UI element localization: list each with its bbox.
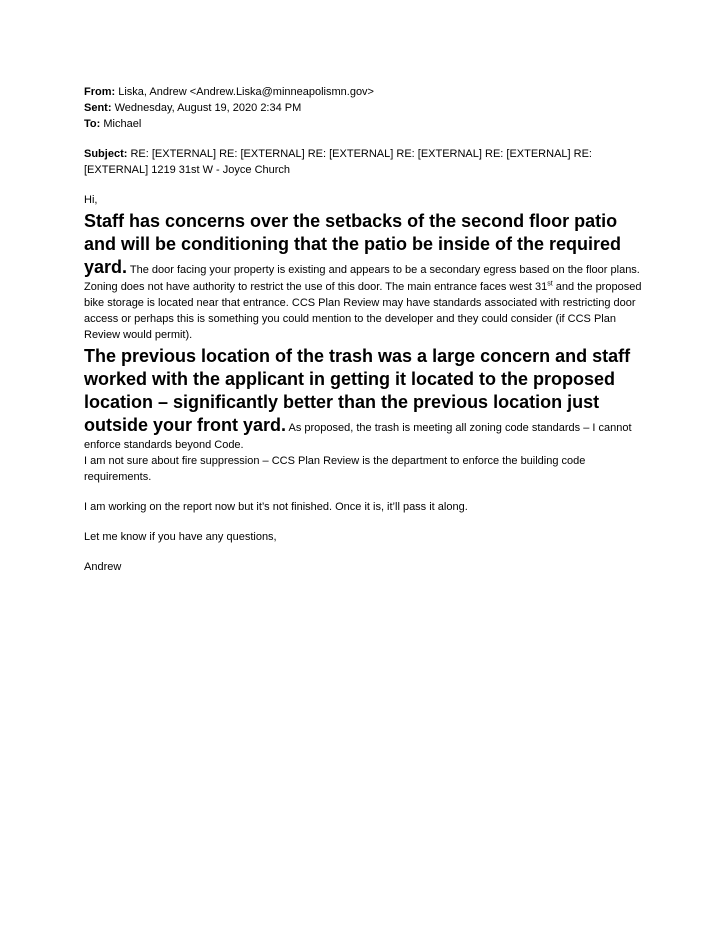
greeting: Hi, — [84, 194, 98, 206]
signature: Andrew — [84, 561, 122, 573]
from-value: Liska, Andrew <Andrew.Liska@minneapolismn.gov> — [118, 86, 374, 98]
to-line — [84, 116, 644, 132]
trash-bold-statement: The previous location of the trash was a large concern and staff worked with the applicant in getting it located to the proposed location – significantly better than the previous location just outside your front yard. — [84, 346, 631, 435]
patio-detail-b: and the proposed bike storage is located near that entrance. CCS Plan Review may have standards associated with restricting door access or perhaps this is something you could mention to the developer and they could consider (if CCS Plan Review would permit). — [84, 281, 642, 341]
trash-detail: As proposed, the trash is meeting all zoning code standards – I cannot enforce standards beyond Code. — [84, 422, 632, 451]
sent-label: Sent: — [84, 102, 112, 114]
sent-value: Wednesday, August 19, 2020 2:34 PM — [114, 102, 302, 114]
patio-detail-sup: st — [547, 280, 553, 288]
patio-bold-statement: Staff has concerns over the setbacks of the second floor patio and will be conditioning that the patio be inside of the required yard. — [84, 211, 622, 277]
paragraph-report: I am working on the report now but it’s not finished. Once it is, it’ll pass it along. — [84, 501, 468, 513]
email-content — [84, 84, 644, 575]
to-value: Michael — [103, 118, 142, 130]
patio-detail-a: The door facing your property is existing and appears to be a secondary egress based on the floor plans. Zoning does not have authority to restrict the use of this door. The main entrance faces west 31 — [84, 264, 640, 293]
sent-line — [84, 100, 644, 116]
paragraph-fire: I am not sure about fire suppression – CCS Plan Review is the department to enforce the building code requirements. — [84, 455, 586, 483]
paragraph-questions: Let me know if you have any questions, — [84, 531, 277, 543]
subject-value: RE: [EXTERNAL] RE: [EXTERNAL] RE: [EXTERNAL] RE: [EXTERNAL] RE: [EXTERNAL] RE: [EXTERNAL] 1219 31st W - Joyce Church — [84, 148, 592, 176]
to-label: To: — [84, 118, 101, 130]
paragraph-trash — [84, 345, 644, 453]
subject-line — [84, 146, 644, 178]
paragraph-patio — [84, 210, 644, 343]
from-line — [84, 84, 644, 100]
from-label: From: — [84, 86, 116, 98]
subject-label: Subject: — [84, 148, 128, 160]
